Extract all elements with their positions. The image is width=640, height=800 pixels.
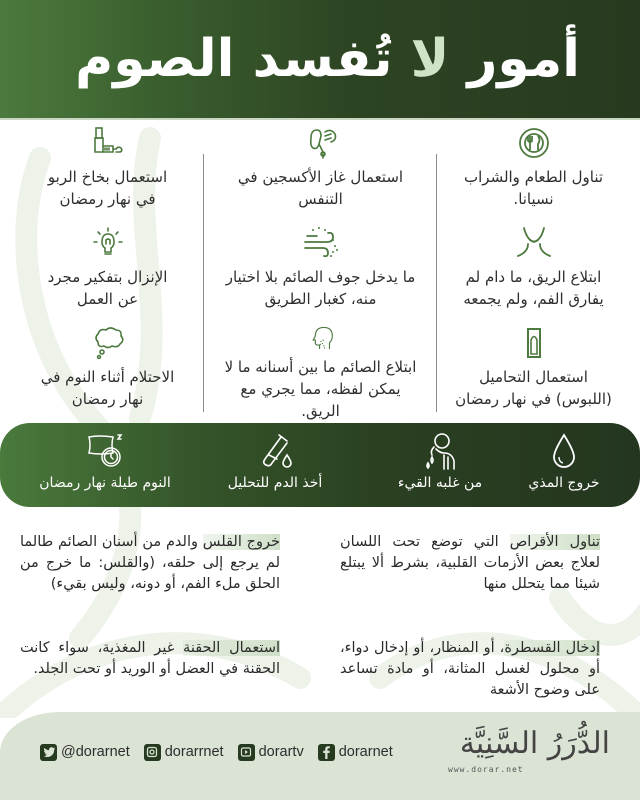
social-handle: dorarrnet: [164, 744, 224, 760]
title-part-1: أمور: [467, 29, 580, 89]
note-highlight: استعمال الحقنة: [183, 640, 280, 656]
thought-cloud-icon: [90, 326, 126, 360]
oxygen-mask-icon: [303, 126, 339, 160]
social-twitter[interactable]: [40, 744, 130, 761]
note-text: التي توضع تحت اللسان لعلاج بعض الأزمات القلبية، بشرط ألا يبتلع شيئا مما يتحلل منها: [340, 534, 600, 592]
test-tube-blood-icon: [255, 431, 295, 471]
note-paragraph: [20, 638, 280, 680]
social-instagram[interactable]: [144, 744, 224, 761]
grid-item-text: [456, 166, 611, 210]
band-item-label: خروج المذي: [528, 475, 600, 491]
text-line: التنفس: [298, 190, 343, 208]
grid-item-text: [230, 166, 411, 210]
grid-item-text: [33, 366, 183, 410]
social-handle: dorartv: [258, 744, 304, 760]
grid-item-text: [455, 266, 611, 310]
social-links: [40, 736, 393, 768]
plate-utensils-icon: [516, 126, 552, 160]
band-item: [30, 431, 180, 501]
note-paragraph: [20, 532, 280, 595]
lightbulb-icon: [90, 226, 126, 260]
band-item: [215, 431, 335, 501]
grid-item: [1, 126, 214, 222]
title-accent-word: لا: [410, 29, 450, 89]
inhaler-icon: [90, 126, 126, 160]
pillow-clock-icon: [85, 431, 125, 471]
grid-item: [427, 226, 640, 322]
note-paragraph: [340, 532, 600, 595]
grid-column-1: [427, 122, 640, 420]
head-swallow-icon: [303, 326, 339, 350]
text-line: ابتلاع الريق، ما دام لم: [465, 268, 602, 286]
neck-icon: [516, 226, 552, 260]
title-part-2: تُفسد الصوم: [75, 29, 393, 89]
column-divider: [436, 154, 437, 412]
vomit-person-icon: [420, 431, 460, 471]
youtube-icon: [238, 744, 255, 761]
text-line: يمكن لفظه، مما يجري مع الريق.: [240, 380, 401, 420]
notes-section: [0, 520, 640, 720]
grid-item: [427, 126, 640, 222]
dust-wind-icon: [303, 226, 339, 260]
grid-item: [214, 126, 427, 222]
band-item: [390, 431, 490, 501]
footer: [0, 712, 640, 800]
note-text: غير المغذية، سواء كانت الحقنة في العضل أو الوريد أو تحت الجلد.: [20, 640, 280, 677]
grid-item: [1, 226, 214, 322]
social-facebook[interactable]: [318, 744, 393, 761]
social-handle: dorarnet: [338, 744, 393, 760]
text-line: ما يدخل جوف الصائم بلا اختيار: [225, 268, 416, 286]
grid-item-text: [40, 266, 176, 310]
grid-item: [214, 226, 427, 322]
text-line: عن العمل: [76, 290, 139, 308]
text-line: تناول الطعام والشراب: [464, 168, 604, 186]
social-youtube[interactable]: [238, 744, 304, 761]
note-highlight: خروج القلس: [202, 534, 280, 550]
text-line: استعمال بخاخ الربو: [47, 168, 168, 186]
note-text: ، أو المنظار، أو إدخال دواء، أو محلول لغسل المثانة، أو مادة تساعد على وضوح الأشعة: [340, 640, 600, 698]
text-line: نهار رمضان: [71, 390, 144, 408]
grid-column-2: [214, 122, 427, 420]
text-line: منه، كغبار الطريق: [264, 290, 377, 308]
grid-item: [427, 326, 640, 422]
grid-column-3: [1, 122, 214, 420]
grid-item: [1, 326, 214, 422]
band-item: [520, 431, 608, 501]
text-line: استعمال التحاميل: [479, 368, 588, 386]
suppository-icon: [516, 326, 552, 360]
text-line: في نهار رمضان: [59, 190, 156, 208]
header-divider: [0, 118, 640, 120]
highlight-band: [0, 423, 640, 507]
note-highlight: إدخال القسطرة: [504, 640, 600, 656]
permitted-items-grid: [0, 122, 640, 420]
text-line: (اللبوس) في نهار رمضان: [455, 390, 612, 408]
page-title: [75, 29, 580, 89]
band-item-label: أخذ الدم للتحليل: [227, 475, 323, 491]
instagram-icon: [144, 744, 161, 761]
note-paragraph: [340, 638, 600, 701]
column-divider: [203, 154, 204, 412]
band-item-label: من غلبه القيء: [397, 475, 483, 491]
facebook-icon: [318, 744, 335, 761]
drop-icon: [544, 431, 584, 471]
band-item-label: النوم طيلة نهار رمضان: [39, 475, 171, 491]
social-handle: @dorarnet: [61, 744, 130, 760]
grid-item-text: [218, 266, 424, 310]
grid-item-text: [447, 366, 620, 410]
logo-url: www.dorar.net: [448, 765, 524, 774]
note-highlight: تناول الأقراص: [509, 534, 600, 550]
twitter-icon: [40, 744, 57, 761]
logo-text: الدُّرَرُ السَّنِيَّة: [459, 726, 610, 761]
text-line: ابتلاع الصائم ما بين أسنانه ما لا: [224, 358, 417, 376]
text-line: استعمال غاز الأكسجين في: [237, 168, 404, 186]
header-banner: [0, 0, 640, 118]
text-line: يفارق الفم، ولم يجمعه: [463, 290, 604, 308]
grid-item-text: [214, 356, 427, 422]
grid-item-text: [40, 166, 175, 210]
text-line: الاحتلام أثناء النوم في: [40, 368, 175, 386]
grid-item: [214, 326, 427, 422]
text-line: الإنزال بتفكير مجرد: [47, 268, 168, 286]
text-line: نسيانا.: [513, 190, 554, 208]
note-text: والدم من أسنان الصائم طالما لم يرجع إلى حلقه، (والقلس: ما خرج من الحلق ملء الفم، أو دونه، وليس بقيء): [20, 534, 280, 592]
dorar-logo[interactable]: [440, 726, 610, 778]
